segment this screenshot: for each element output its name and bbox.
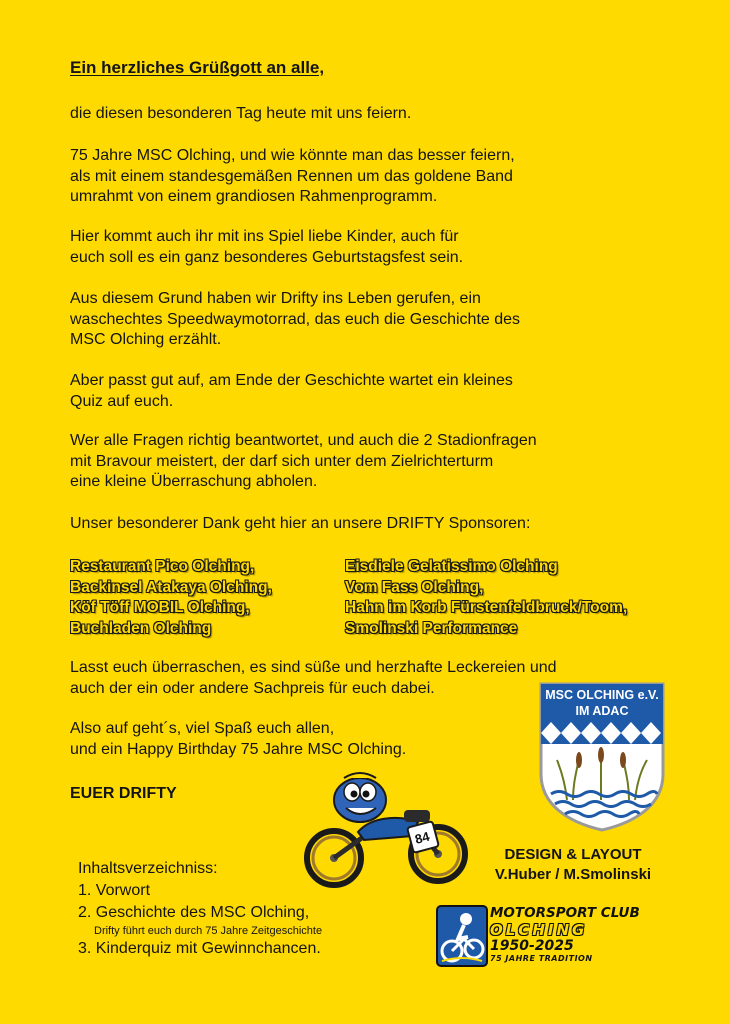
- text-line: als mit einem standesgemäßen Rennen um das goldene Band: [70, 167, 513, 185]
- sponsor-list-right: [345, 557, 627, 639]
- text-line: mit Bravour meistert, der darf sich unter dem Zielrichterturm: [70, 452, 494, 470]
- text-line: Unser besonderer Dank geht hier an unsere DRIFTY Sponsoren:: [70, 515, 531, 532]
- crest-subtitle: IM ADAC: [575, 704, 629, 718]
- text-line: Aber passt gut auf, am Ende der Geschichte wartet ein kleines: [70, 372, 513, 389]
- toc-item-subtitle: Drifty führt euch durch 75 Jahre Zeitgeschichte: [94, 925, 323, 937]
- motorsport-club-logo: [436, 905, 676, 967]
- text-line: waschechtes Speedwaymotorrad, das euch die Geschichte des: [70, 310, 521, 328]
- toc-item: 3. Kinderquiz mit Gewinnchancen.: [78, 940, 321, 957]
- logo-line-tradition: 75 JAHRE TRADITION: [490, 954, 593, 963]
- drifty-mascot-motorcycle-icon: [300, 770, 470, 890]
- paragraph-surprise: [70, 431, 690, 493]
- logo-text: [490, 905, 680, 964]
- toc-title: Inhaltsverzeichniss:: [78, 860, 218, 877]
- text-line: eine kleine Überraschung abholen.: [70, 473, 318, 490]
- bike-number: 84: [413, 828, 432, 847]
- signoff: EUER DRIFTY: [70, 785, 177, 802]
- credits-names: V.Huber / M.Smolinski: [494, 866, 652, 883]
- sponsor-name: Smolinski Performance: [345, 619, 518, 637]
- text-line: Lasst euch überraschen, es sind süße und herzhafte Leckereien und: [70, 659, 557, 676]
- text-line: MSC Olching erzählt.: [70, 331, 222, 348]
- sponsor-name: Restaurant Pico Olching,: [70, 558, 255, 575]
- msc-olching-crest-icon: [537, 682, 667, 832]
- sponsor-list-left: [70, 557, 272, 639]
- sponsor-name: Eisdiele Gelatissimo Olching: [345, 558, 558, 575]
- text-line: euch soll es ein ganz besonderes Geburtstagsfest sein.: [70, 248, 464, 266]
- sponsor-name: Buchladen Olching: [70, 619, 212, 637]
- text-line: Also auf geht´s, viel Spaß euch allen,: [70, 720, 335, 737]
- credits-title: DESIGN & LAYOUT: [504, 846, 642, 863]
- paragraph-drifty: [70, 289, 690, 351]
- greeting-heading: Ein herzliches Grüßgott an alle,: [70, 58, 325, 77]
- speedway-rider-icon: [436, 905, 488, 967]
- toc-item: 1. Vorwort: [78, 882, 151, 899]
- logo-line-years: 1950-2025: [490, 938, 574, 954]
- text-line: Wer alle Fragen richtig beantwortet, und auch die 2 Stadionfragen: [70, 432, 537, 449]
- crest-title: MSC OLCHING e.V.: [545, 688, 659, 702]
- paragraph-intro: [70, 104, 690, 125]
- paragraph-anniversary: [70, 146, 690, 208]
- logo-line-club: MOTORSPORT CLUB: [490, 905, 640, 921]
- text-line: 75 Jahre MSC Olching, und wie könnte man das besser feiern,: [70, 147, 515, 164]
- credits: [478, 845, 668, 885]
- table-of-contents: [78, 858, 322, 960]
- sponsor-name: Köf Töff MOBIL Olching,: [70, 599, 250, 616]
- sponsor-name: Hahn im Korb Fürstenfeldbruck/Toom,: [345, 599, 628, 616]
- text-line: Quiz auf euch.: [70, 392, 174, 410]
- text-line: die diesen besonderen Tag heute mit uns feiern.: [70, 105, 412, 122]
- text-line: und ein Happy Birthday 75 Jahre MSC Olching.: [70, 740, 407, 758]
- text-line: Hier kommt auch ihr mit ins Spiel liebe Kinder, auch für: [70, 228, 459, 245]
- paragraph-quiz: [70, 371, 690, 412]
- logo-line-town: OLCHING: [490, 921, 588, 939]
- sponsor-name: Backinsel Atakaya Olching,: [70, 578, 272, 596]
- text-line: auch der ein oder andere Sachpreis für euch dabei.: [70, 679, 435, 697]
- sponsor-name: Vom Fass Olching,: [345, 578, 484, 596]
- bavarian-pattern: [541, 722, 663, 744]
- toc-item: 2. Geschichte des MSC Olching,: [78, 904, 310, 921]
- paragraph-kids: [70, 227, 690, 268]
- text-line: Aus diesem Grund haben wir Drifty ins Leben gerufen, ein: [70, 290, 481, 307]
- paragraph-sponsors-intro: [70, 514, 690, 535]
- text-line: umrahmt von einem grandiosen Rahmenprogramm.: [70, 188, 438, 205]
